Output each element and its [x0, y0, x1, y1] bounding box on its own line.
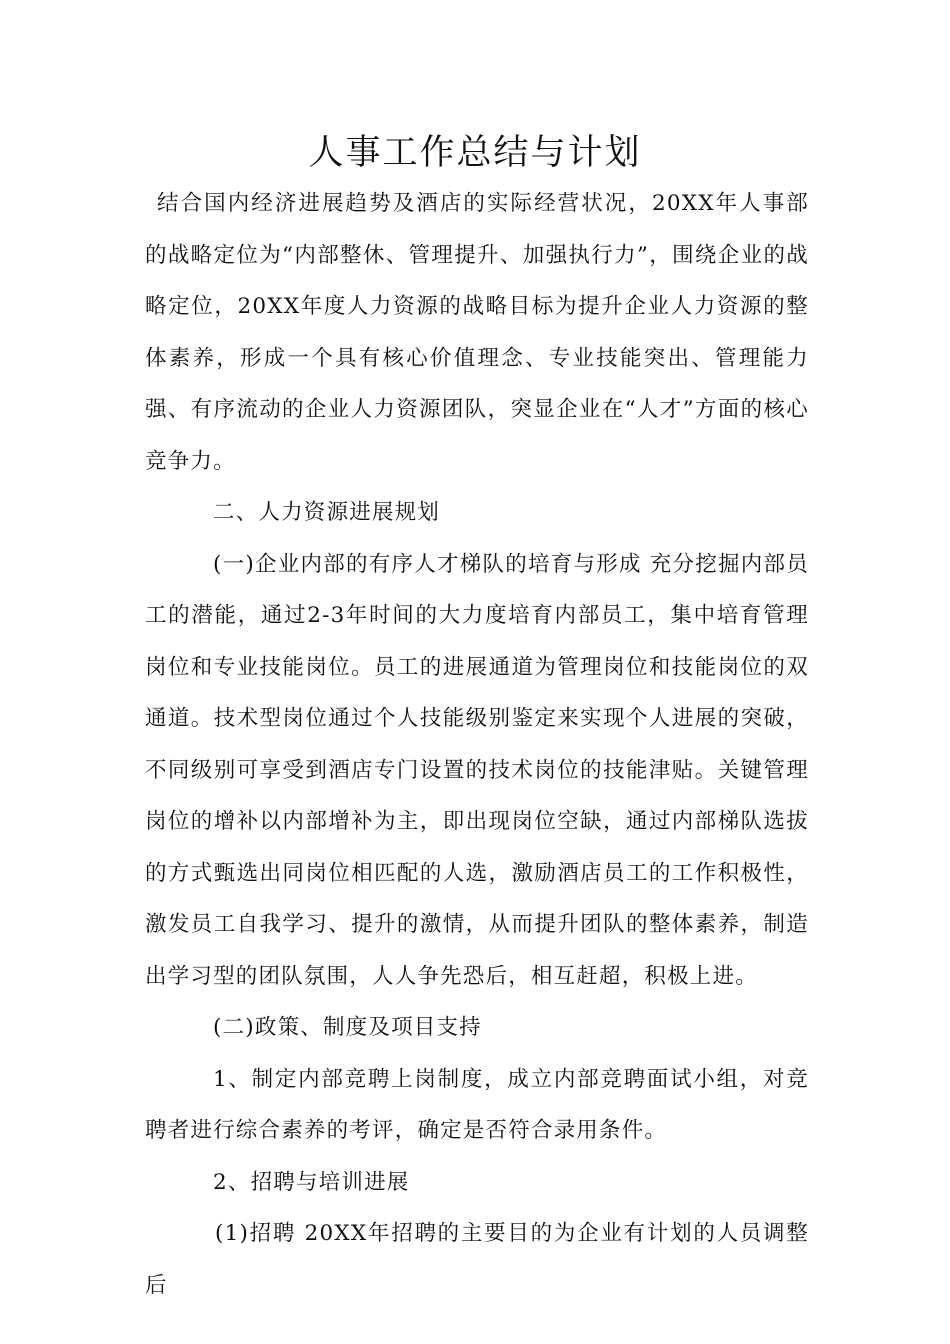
document-body — [145, 178, 809, 1311]
paragraph-talent-echelon: (一)企业内部的有序人才梯队的培育与形成 充分挖掘内部员工的潜能，通过2-3年时间的大力度培育内部员工，集中培育管理岗位和专业技能岗位。员工的进展通道为管理岗位和技能岗位的双通道。技术型岗位通过个人技能级别鉴定来实现个人进展的突破，不同级别可享受到酒店专门设置的技术岗位的技能津贴。关键管理岗位的增补以内部增补为主，即出现岗位空缺，通过内部梯队选拔的方式甄选出同岗位相匹配的人选，激励酒店员工的工作积极性，激发员工自我学习、提升的激情，从而提升团队的整体素养，制造出学习型的团队氛围，人人争先恐后，相互赶超，积极上进。 — [145, 551, 809, 989]
section-heading-policy: (二)政策、制度及项目支持 — [213, 1015, 482, 1040]
paragraph-internal-competition: 1、制定内部竞聘上岗制度，成立内部竞聘面试小组，对竞聘者进行综合素养的考评，确定是否符合录用条件。 — [145, 1066, 809, 1143]
document-title: 人事工作总结与计划 — [308, 133, 642, 173]
section-heading-hr-plan: 二、人力资源进展规划 — [213, 500, 441, 525]
paragraph-recruitment: (1)招聘 20XX年招聘的主要目的为企业有计划的人员调整后 — [145, 1221, 809, 1298]
paragraph-intro: 结合国内经济进展趋势及酒店的实际经营状况，20XX年人事部的战略定位为“内部整休、管理提升、加强执行力”，围绕企业的战略定位，20XX年度人力资源的战略目标为提升企业人力资源的整体素养，形成一个具有核心价值理念、专业技能突出、管理能力强、有序流动的企业人力资源团队，突显企业在“人才”方面的核心竞争力。 — [145, 191, 809, 474]
section-heading-recruitment-training: 2、招聘与培训进展 — [213, 1169, 410, 1195]
